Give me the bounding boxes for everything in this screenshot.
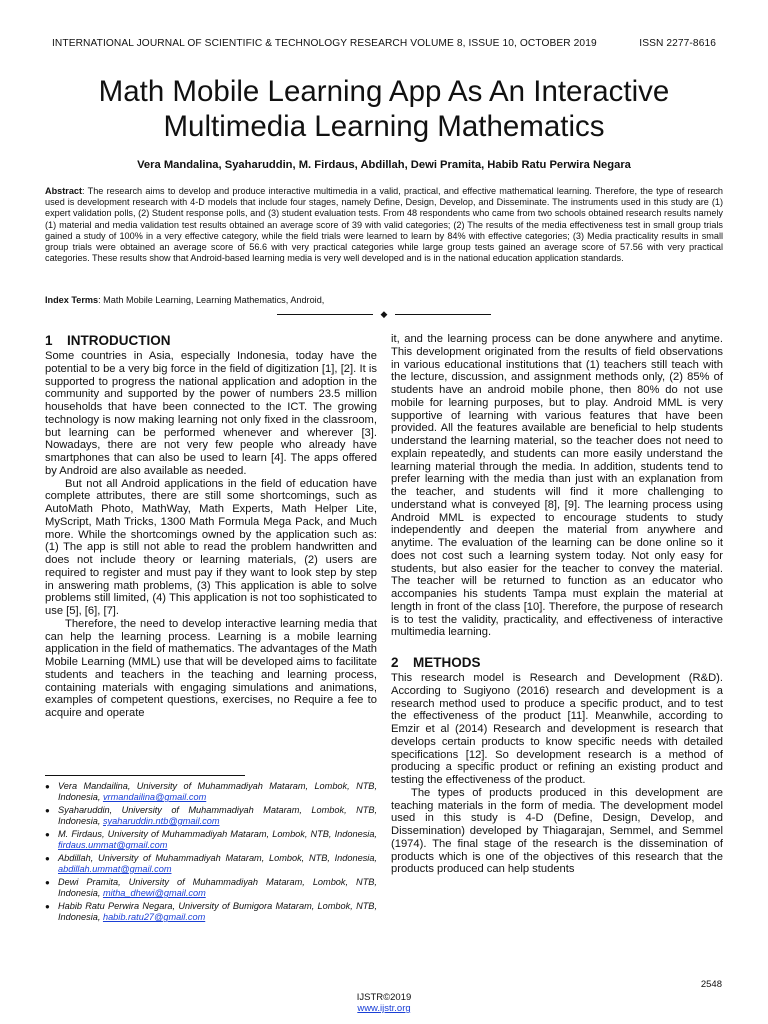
section-heading-introduction bbox=[45, 333, 377, 349]
footnote-rule bbox=[45, 775, 245, 776]
section-heading-methods bbox=[391, 655, 723, 671]
footnote-item bbox=[45, 901, 377, 923]
abstract-label: Abstract bbox=[45, 186, 83, 196]
author-list: Vera Mandalina, Syaharuddin, M. Firdaus, Abdillah, Dewi Pramita, Habib Ratu Perwira Negara bbox=[137, 159, 631, 171]
index-terms-label: Index Terms bbox=[45, 295, 99, 305]
methods-paragraph-1: This research model is Research and Development (R&D). According to Sugiyono (2016) research and development is a research method used to produce a specific product, and to test the effectiveness of the product [11]. Meanwhile, according to Emzir et al (2014) Research and development is research that develops certain products to know specific needs with detailed specifications [12]. So development research is a method of producing a specific product or refining an existing product and testing the effectiveness of the product. bbox=[391, 672, 723, 786]
page-number: 2548 bbox=[700, 979, 722, 990]
title-line-2: Multimedia Learning Mathematics bbox=[163, 110, 605, 143]
separator-line-left bbox=[277, 314, 373, 315]
affiliation-text: Syaharuddin, University of Muhammadiyah Mataram, Lombok, NTB, Indonesia, bbox=[58, 805, 377, 826]
section-separator bbox=[0, 307, 768, 321]
index-terms bbox=[45, 295, 723, 305]
affiliation-text: Dewi Pramita, University of Muhammadiyah Mataram, Lombok, NTB, Indonesia, bbox=[58, 877, 377, 898]
affiliation-text: Vera Mandailina, University of Muhammadiyah Mataram, Lombok, NTB, Indonesia, bbox=[58, 781, 377, 802]
footnote-item bbox=[45, 877, 377, 899]
intro-paragraph-3: Therefore, the need to develop interactive learning media that can help the learning process. Learning is a mobile learning application in the field of mathematics. The advantages of the Math Mobile Learning (MML) use that will be developed aims to facilitate students and teachers in the teaching and learning process, containing materials with engaging simulations and animations, examples of competent questions, exercises, no Require a fee to acquire and operate bbox=[45, 617, 377, 719]
email-link[interactable]: mitha_dhewi@gmail.com bbox=[102, 888, 206, 898]
intro-paragraph-1: Some countries in Asia, especially Indonesia, today have the potential to be a very big force in the field of digitization [1], [2]. It is supported to progress the national application and adoption in the community and supported by the power of numbers 23.5 million households that have been connected to the ICT. The growing technology is now making learning not only fixed in the classroom, but learning can be performed whenever and wherever [3]. Nowadays, there are not very few people who already have smartphones that can also be used to learn [4]. The apps offered by Android are also available as needed. bbox=[45, 350, 377, 477]
separator-line-right bbox=[395, 314, 491, 315]
abstract bbox=[45, 186, 723, 264]
section-title: INTRODUCTION bbox=[67, 333, 171, 348]
section-number: 1 bbox=[45, 333, 53, 348]
methods-paragraph-2: The types of products produced in this development are teaching materials in the form of media. The development model used in this study is 4-D (Define, Design, Develop, and Dissemination) developed by Thiagarajan, Semmel, and Semmel (1974). The final stage of the research is the dissemination of products which is one of the objectives of this research that the products produced can help students bbox=[391, 786, 723, 876]
left-column bbox=[45, 333, 377, 720]
email-link[interactable]: abdillah.ummat@gmail.com bbox=[58, 864, 172, 874]
journal-name: INTERNATIONAL JOURNAL OF SCIENTIFIC & TECHNOLOGY RESEARCH VOLUME 8, ISSUE 10, OCTOBER 2019 bbox=[52, 38, 597, 49]
abstract-text: : The research aims to develop and produce interactive multimedia in a valid, practical, and effective mathematical learning. Therefore, the type of research used is development research with 4-D models that include four stages, namely Define, Design, Develop, and Disseminate. The instruments used in this study are (1) expert validation polls, (2) Student response polls, and (3) student evaluation tests. From 48 respondents who came from two schools obtained research results namely (1) material and media validation test results obtained an average score of 39 with valid categories; (2) The results of the media effectiveness test in small group trials gained a study of 100% in a very effective category, while the field trials were learned to learn by 84% with effective categories; (3) Media practicality results in small group trials were obtained an average score of 56.6 with very practical categories while large group tests gained an average score of 57.56 with very practical categories. These results show that Android-based learning media is very well developed and is in the national education application standards. bbox=[45, 186, 723, 264]
affiliation-text: M. Firdaus, University of Muhammadiyah Mataram, Lombok, NTB, Indonesia, bbox=[58, 829, 377, 839]
index-terms-text: : Math Mobile Learning, Learning Mathematics, Android, bbox=[98, 295, 325, 305]
email-link[interactable]: habib.ratu27@gmail.com bbox=[102, 912, 206, 922]
bullet-icon: ● bbox=[45, 902, 50, 911]
bullet-icon: ● bbox=[45, 806, 50, 815]
bullet-icon: ● bbox=[45, 782, 50, 791]
author-affiliations bbox=[45, 781, 377, 925]
page-footer bbox=[0, 992, 768, 1014]
right-column bbox=[391, 333, 723, 876]
issn: ISSN 2277-8616 bbox=[639, 38, 716, 49]
bullet-icon: ● bbox=[45, 830, 50, 839]
paper-title bbox=[40, 74, 728, 144]
diamond-icon: ◆ bbox=[380, 308, 388, 319]
section-title: METHODS bbox=[413, 655, 481, 670]
intro-paragraph-4: it, and the learning process can be done anywhere and anytime. This development originated from the results of field observations in various educational institutions that (1) teachers still teach with the lecture, discussion, and assignment methods only, (2) 85% of students have an android mobile phone, then 80% do not use mobile for learning purposes, but to play. Android MML is very supportive of learning with various features that have been provided. All the features available are beneficial to help students understand the learning material, so the teacher does not need to explain repeatedly, and students can more easily understand the learning material through the media. In addition, students tend to prefer learning with the media than just with an explanation from the teacher, and students will find it more challenging to understand what is conveyed [8], [9]. The learning process using Android MML is expected to encourage students to study independently and deepen the material from anywhere and anytime. The evaluation of the learning can be done online so it does not cost such a learning system today. Not only easy for students, but also easier for the teacher to convey the material. The teacher will be returned to function as an educator who accompanies his students Tampa must explain the material at length in front of the class [10]. Therefore, the purpose of research is to test the validity, practicality, and effectiveness of interactive multimedia learning. bbox=[391, 333, 723, 639]
email-link[interactable]: syaharuddin.ntb@gmail.com bbox=[102, 816, 220, 826]
email-link[interactable]: vrmandailina@gmail.com bbox=[102, 792, 207, 802]
footnote-item bbox=[45, 781, 377, 803]
copyright: IJSTR©2019 bbox=[356, 992, 412, 1003]
footnote-item bbox=[45, 853, 377, 875]
footnote-item bbox=[45, 805, 377, 827]
affiliation-text: Habib Ratu Perwira Negara, University of Bumigora Mataram, Lombok, NTB, Indonesia, bbox=[58, 901, 377, 922]
journal-url-link[interactable]: www.ijstr.org bbox=[357, 1003, 411, 1014]
email-link[interactable]: firdaus.ummat@gmail.com bbox=[58, 840, 168, 850]
bullet-icon: ● bbox=[45, 854, 50, 863]
running-header bbox=[52, 38, 716, 52]
intro-paragraph-2: But not all Android applications in the field of education have complete attributes, there are still some shortcomings, such as AutoMath Photo, MathWay, Math Experts, Math Helper Lite, MyScript, Math Tricks, 1300 Math Formula Mega Pack, and Much more. While the shortcomings owned by the application such as: (1) The app is still not able to read the problem handwritten and does not include theory or learning materials, (2) users are required to register and must pay if they want to look step by step in answering math problems, (3) This application is able to solve problems still limited, (4) This application is not too sophisticated to use [5], [6], [7]. bbox=[45, 477, 377, 617]
footnote-item bbox=[45, 829, 377, 851]
title-line-1: Math Mobile Learning App As An Interactive bbox=[98, 75, 670, 108]
bullet-icon: ● bbox=[45, 878, 50, 887]
section-number: 2 bbox=[391, 655, 399, 670]
affiliation-text: Abdillah, University of Muhammadiyah Mataram, Lombok, NTB, Indonesia, bbox=[58, 853, 377, 863]
